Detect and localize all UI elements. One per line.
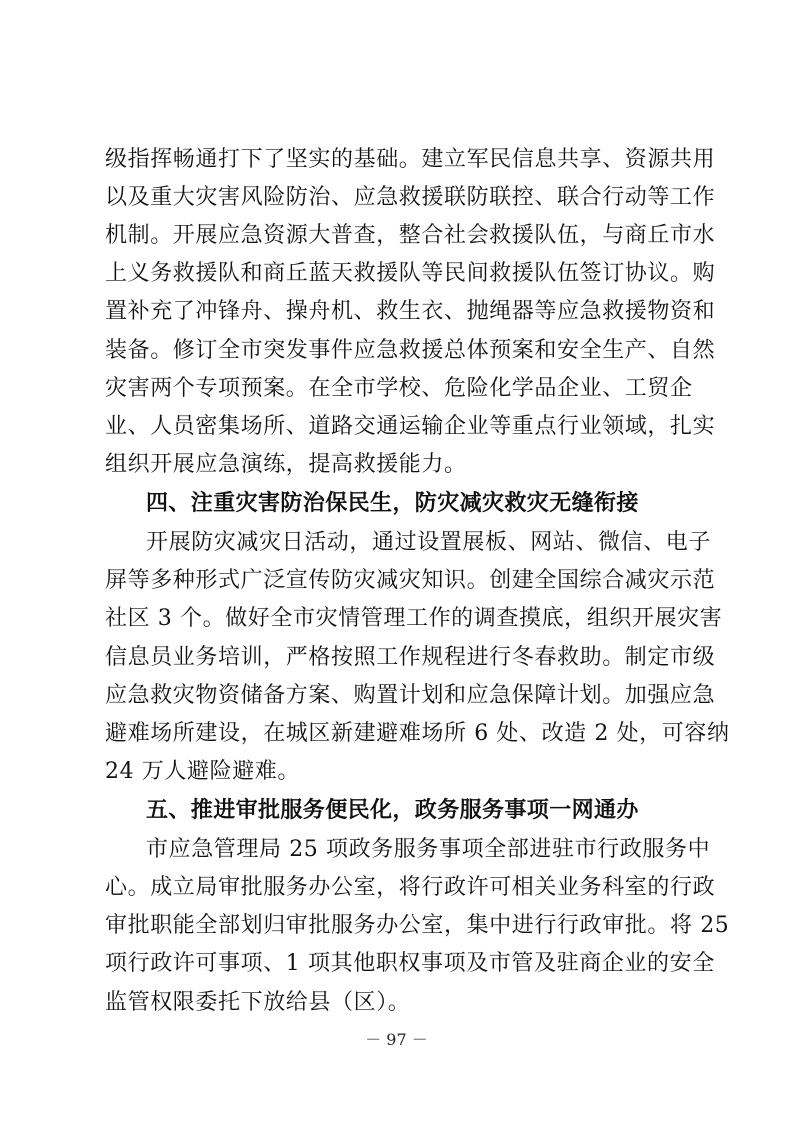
paragraph-line: 24 万人避险避难。: [105, 759, 300, 784]
paragraph-line: 审批职能全部划归审批服务办公室，集中进行行政审批。将 25: [105, 913, 730, 938]
paragraph-line: 机制。开展应急资源大普查，整合社会救援队伍，与商丘市水: [105, 223, 716, 248]
section-heading: 五、推进审批服务便民化，政务服务事项一网通办: [146, 798, 639, 823]
paragraph-line: 监管权限委托下放给县（区）。: [105, 990, 411, 1015]
paragraph-line: 业、人员密集场所、道路交通运输企业等重点行业领域，扎实: [105, 414, 716, 439]
paragraph-line: 以及重大灾害风险防治、应急救援联防联控、联合行动等工作: [105, 185, 716, 210]
paragraph-line: 级指挥畅通打下了坚实的基础。建立军民信息共享、资源共用: [105, 147, 716, 172]
paragraph-line: 屏等多种形式广泛宣传防灾减灾知识。创建全国综合减灾示范: [105, 568, 716, 593]
paragraph-line: 置补充了冲锋舟、操舟机、救生衣、抛绳器等应急救援物资和: [105, 299, 716, 324]
paragraph-line: 应急救灾物资储备方案、购置计划和应急保障计划。加强应急: [105, 683, 716, 708]
paragraph-line: 市应急管理局 25 项政务服务事项全部进驻市行政服务中: [146, 837, 711, 862]
section-heading: 四、注重灾害防治保民生，防灾减灾救灾无缝衔接: [146, 491, 639, 516]
paragraph-line: 开展防灾减灾日活动，通过设置展板、网站、微信、电子: [146, 530, 712, 555]
paragraph-line: 社区 3 个。做好全市灾情管理工作的调查摸底，组织开展灾害: [105, 606, 723, 631]
paragraph-line: 组织开展应急演练，提高救援能力。: [105, 452, 467, 477]
paragraph-line: 避难场所建设，在城区新建避难场所 6 处、改造 2 处，可容纳: [105, 721, 730, 746]
paragraph-line: 项行政许可事项、1 项其他职权事项及市管及驻商企业的安全: [105, 951, 715, 976]
paragraph-line: 灾害两个专项预案。在全市学校、危险化学品企业、工贸企: [105, 376, 693, 401]
paragraph-line: 心。成立局审批服务办公室，将行政许可相关业务科室的行政: [105, 875, 716, 900]
paragraph-line: 信息员业务培训，严格按照工作规程进行冬春救助。制定市级: [105, 645, 716, 670]
paragraph-line: 装备。修订全市突发事件应急救援总体预案和安全生产、自然: [105, 338, 716, 363]
paragraph-line: 上义务救援队和商丘蓝天救援队等民间救援队伍签订协议。购: [105, 261, 716, 286]
page-number: － 97 －: [365, 1030, 428, 1049]
